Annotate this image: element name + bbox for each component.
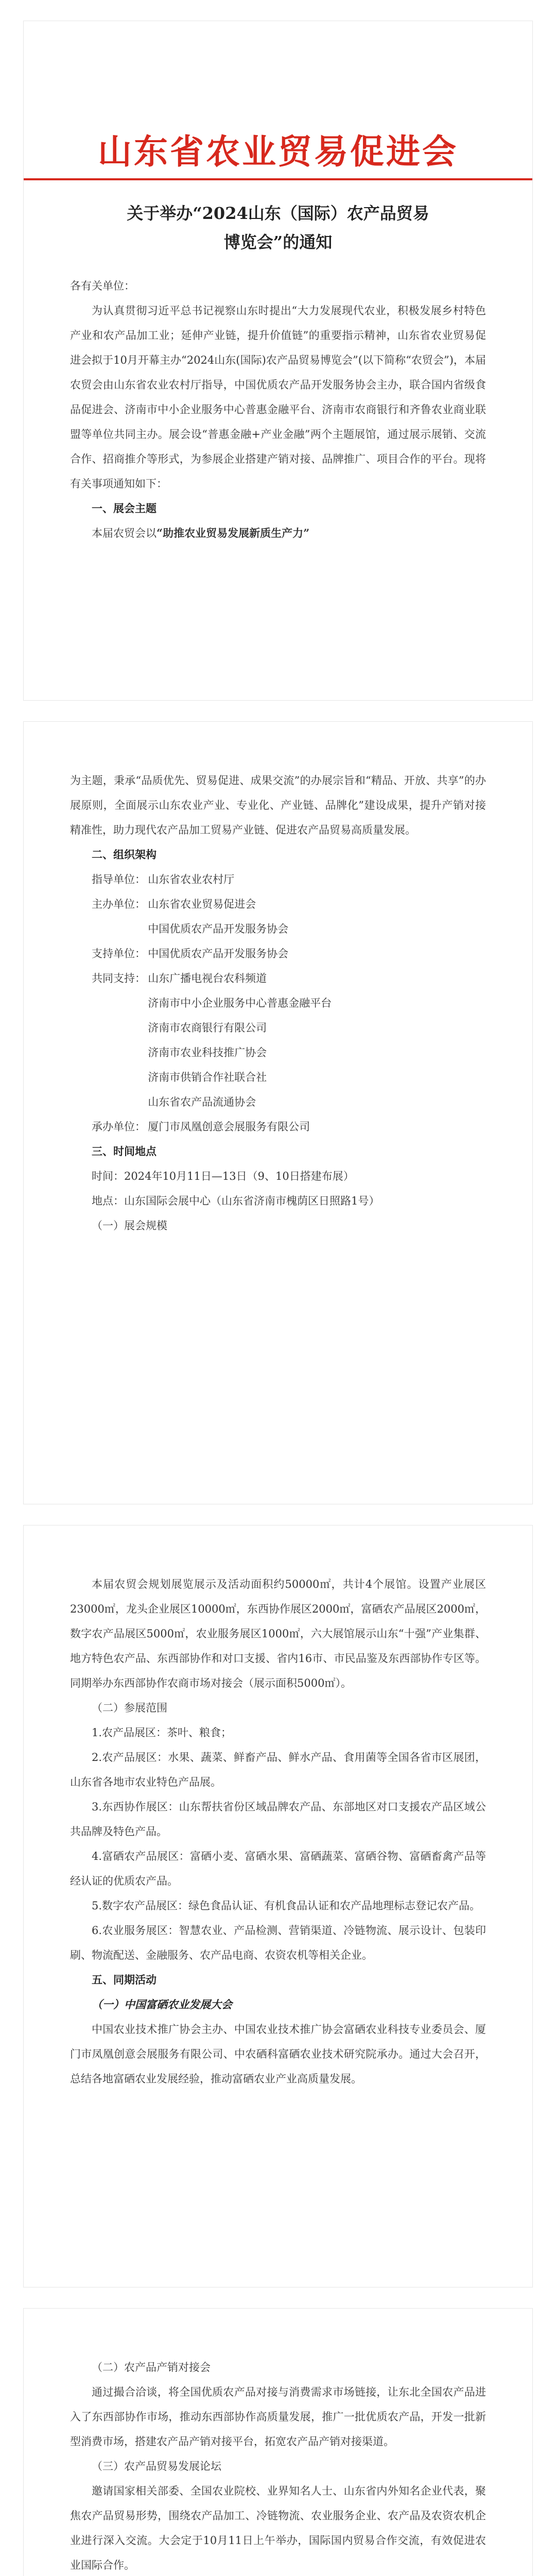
event-time: 时间：2024年10月11日—13日（9、10日搭建布展）: [92, 1170, 354, 1182]
guide-unit-row: [70, 867, 486, 892]
event-1-text: 中国农业技术推广协会主办、中国农业技术推广协会富硒农业科技专业委员会、厦门市凤凰创意会展服务有限公司、中农硒科富硒农业技术研究院承办。通过大会召开，总结各地富硒农业发展经验，推动富硒农业产业高质量发展。: [70, 2023, 486, 2085]
section-1-heading: 一、展会主题: [92, 502, 157, 515]
theme-slogan: “助推农业贸易发展新质生产力”: [157, 527, 310, 539]
document-page-3: [23, 1525, 533, 2287]
host-unit-label: 主办单位：: [92, 898, 146, 910]
event-2-text: 通过撮合洽谈，将全国优质农产品对接与消费需求市场链接，让东北全国农产品进入了东西部协作市场，推动东西部协作高质量发展，推广一批优质农产品，开发一批新型消费市场，搭建农产品产销对接平台，拓宽农产品产销对接渠道。: [70, 2386, 486, 2448]
exhibition-scale-heading: （一）展会规模: [92, 1219, 167, 1232]
organizer-row: [70, 1114, 486, 1139]
support-unit-row: [70, 941, 486, 966]
co-support-row: [70, 1065, 486, 1090]
salutation: 各有关单位：: [70, 280, 135, 292]
exhibit-scope-item: 3.东西协作展区：山东帮扶省份区域品牌农产品、东部地区对口支援农产品区域公共品牌及特色产品。: [70, 1801, 486, 1838]
exhibit-scope-item: 5.数字农产品展区：绿色食品认证、有机食品认证和农产品地理标志登记农产品。: [92, 1900, 481, 1912]
event-2-heading: （二）农产品产销对接会: [92, 2361, 211, 2374]
document-page-4: [23, 2308, 533, 2576]
co-support-item: 山东省农产品流通协会: [148, 1096, 256, 1108]
section-3-heading: 三、时间地点: [92, 1145, 157, 1158]
red-header-divider: [24, 178, 532, 180]
organizer-value: 厦门市凤凰创意会展服务有限公司: [148, 1121, 310, 1133]
section-1-theme-line: [70, 521, 486, 546]
co-support-item: 山东广播电视台农科频道: [148, 972, 267, 985]
theme-prefix: 本届农贸会以: [92, 527, 157, 539]
support-unit-value: 中国优质农产品开发服务协会: [148, 947, 289, 960]
host-unit-value: 山东省农业贸易促进会: [148, 898, 256, 910]
event-3-heading: （三）农产品贸易发展论坛: [92, 2460, 221, 2472]
section-2-heading: 二、组织架构: [92, 848, 157, 861]
event-1-heading: （一）中国富硒农业发展大会: [92, 1998, 232, 2011]
event-3-text: 邀请国家相关部委、全国农业院校、业界知名人士、山东省内外知名企业代表，聚焦农产品贸易形势，围绕农产品加工、冷链物流、农业服务企业、农产品及农资农机企业进行深入交流。大会定于10月11日上午举办，国际国内贸易合作交流，有效促进农业国际合作。: [70, 2485, 486, 2571]
organizer-label: 承办单位：: [92, 1121, 146, 1133]
co-support-row: [70, 966, 486, 991]
co-support-item: 济南市农商银行有限公司: [148, 1022, 267, 1034]
exhibit-scope-item: 1.农产品展区：茶叶、粮食；: [92, 1726, 232, 1739]
concurrent-events-heading: 五、同期活动: [92, 1973, 157, 1986]
exhibit-scope-heading: （二）参展范围: [92, 1702, 167, 1714]
exhibit-scope-item: 4.富硒农产品展区：富硒小麦、富硒水果、富硒蔬菜、富硒谷物、富硒畜禽产品等经认证的优质农产品。: [70, 1850, 486, 1887]
co-support-item: 济南市农业科技推广协会: [148, 1046, 267, 1059]
issuing-organization-header: 山东省农业贸易促进会: [98, 131, 458, 172]
section-1-continuation: 为主题，秉承“品质优先、贸易促进、成果交流”的办展宗旨和“精品、开放、共享”的办展原则，全面展示山东农业产业、专业化、产业链、品牌化”建设成果，提升产销对接精准性，助力现代农产品加工贸易产业链、促进农产品贸易高质量发展。: [70, 774, 486, 836]
guide-unit-value: 山东省农业农村厅: [148, 873, 235, 886]
support-unit-label: 支持单位：: [92, 947, 146, 960]
exhibit-scope-item: 6.农业服务展区：智慧农业、产品检测、营销渠道、冷链物流、展示设计、包装印刷、物流配送、金融服务、农产品电商、农资农机等相关企业。: [70, 1924, 486, 1961]
co-support-row: [70, 1090, 486, 1114]
event-place: 地点：山东国际会展中心（山东省济南市槐荫区日照路1号）: [92, 1195, 380, 1207]
host-unit-row-2: [70, 917, 486, 941]
co-support-row: [70, 991, 486, 1015]
exhibit-scope-item: 2.农产品展区：水果、蔬菜、鲜畜产品、鲜水产品、食用菌等全国各省市区展团，山东省各地市农业特色产品展。: [70, 1751, 486, 1788]
co-support-row: [70, 1040, 486, 1065]
document-title: [24, 199, 532, 257]
co-support-item: 济南市供销合作社联合社: [148, 1071, 267, 1083]
guide-unit-label: 指导单位：: [92, 873, 146, 886]
document-title-line-1: 关于举办“2024山东（国际）农产品贸易: [127, 204, 429, 223]
co-support-row: [70, 1015, 486, 1040]
document-page-1: [23, 21, 533, 701]
intro-paragraph: 为认真贯彻习近平总书记视察山东时提出“大力发展现代农业，积极发展乡村特色产业和农产品加工业；延伸产业链，提升价值链”的重要指示精神，山东省农业贸易促进会拟于10月开幕主办“2024山东(国际)农产品贸易博览会”(以下简称“农贸会”)，本届农贸会由山东省农业农村厅指导，中国优质农产品开发服务协会主办，联合国内省级食品促进会、济南市中小企业服务中心普惠金融平台、济南市农商银行和齐鲁农业商业联盟等单位共同主办。展会设“普惠金融+产业金融”两个主题展馆，通过展示展销、交流合作、招商推介等形式，为参展企业搭建产销对接、品牌推广、项目合作的平台。现将有关事项通知如下：: [70, 304, 486, 490]
host-unit-row: [70, 892, 486, 917]
exhibition-scale-text: 本届农贸会规划展览展示及活动面积约50000㎡，共计4个展馆。设置产业展区23000㎡，龙头企业展区10000㎡，东西协作展区2000㎡，富硒农产品展区2000㎡，数字农产品展区5000㎡，农业服务展区1000㎡，六大展馆展示山东“十强”产业集群、地方特色农产品、东西部协作和对口支援、省内16市、市民品鉴及东西部协作专区等。同期举办东西部协作农商市场对接会（展示面积5000㎡）。: [70, 1578, 486, 1689]
document-title-line-2: 博览会”的通知: [223, 232, 333, 252]
co-support-label: 共同支持：: [92, 972, 146, 985]
co-support-item: 济南市中小企业服务中心普惠金融平台: [148, 997, 332, 1009]
host-unit-value-2: 中国优质农产品开发服务协会: [148, 923, 289, 935]
document-page-2: [23, 721, 533, 1504]
